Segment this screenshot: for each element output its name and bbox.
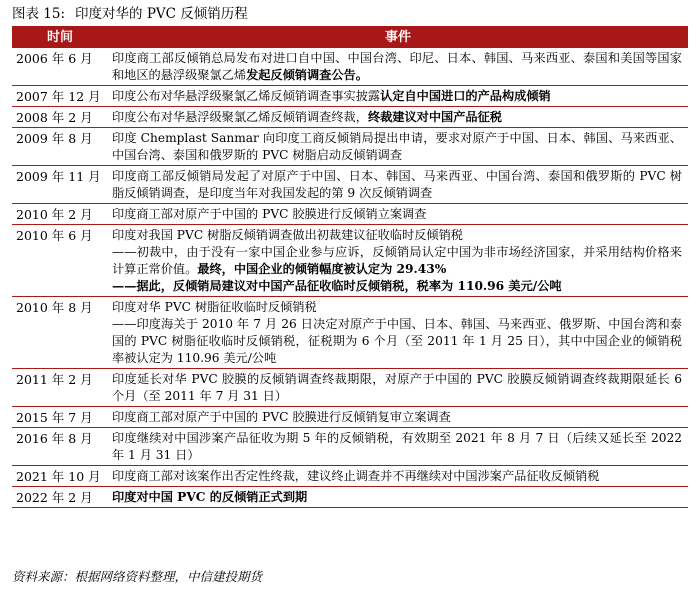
event-text: 印度对华 PVC 树脂征收临时反倾销税 [112,300,317,314]
row-time: 2010 年 8 月 [16,300,93,315]
event-text: 印度继续对中国涉案产品征收为期 5 年的反倾销税，有效期至 2021 年 8 月 7 日（后续又延长至 2022 年 1 月 31 日） [112,431,682,462]
event-text-bold: 终裁建议对中国产品征税 [367,110,502,124]
table-header [12,28,688,48]
row-event [108,487,688,507]
event-text: 印度商工部对原产于中国的 PVC 胶膜进行反倾销复审立案调查 [112,410,451,424]
row-event [108,166,688,203]
table-row [12,86,688,107]
row-event [108,48,688,85]
event-text-bold: ——据此，反倾销局建议对中国产品征收临时反倾销税，税率为 110.96 美元/公吨 [112,279,562,293]
event-text: 印度公布对华悬浮级聚氯乙烯反倾销调查事实披露 [112,89,381,103]
timeline-table [12,26,688,508]
event-text-bold: 印度对中国 PVC 的反倾销正式到期 [112,490,308,504]
row-event [108,428,688,465]
row-time: 2010 年 2 月 [16,207,93,222]
row-time: 2022 年 2 月 [16,490,93,505]
event-text-bold: 认定自中国进口的产品构成倾销 [380,89,551,103]
table-row [12,297,688,369]
figure-label: 图表 15: [12,6,66,22]
row-time: 2010 年 6 月 [16,228,93,243]
row-event [108,407,688,427]
table-row [12,466,688,487]
row-time: 2021 年 10 月 [16,469,101,484]
figure-title [12,4,248,24]
event-text: 印度商工部反倾销总局发布对进口自中国、中国台湾、印尼、日本、韩国、马来西亚、泰国和美国等国家和地区的悬浮级聚氯乙烯 [112,51,682,82]
row-event [108,204,688,224]
table-row [12,225,688,297]
event-text-bold: 发起反倾销调查公告。 [246,68,368,82]
row-event [108,225,688,296]
table-row [12,166,688,204]
event-text: ——印度海关于 2010 年 7 月 26 日决定对原产于中国、日本、韩国、马来西亚、俄罗斯、中国台湾和泰国的 PVC 树脂征收临时反倾销税，征税期为 6 个月（至 2011 年 1 月 25 日），其中中国企业的倾销税率被认定为 110.96 美元/公吨 [112,317,682,365]
event-line [112,316,682,367]
row-event [108,107,688,127]
table-row [12,204,688,225]
event-line [112,227,682,244]
table-row [12,369,688,407]
header-time: 时间 [46,30,73,45]
event-text: 印度商工部对该案作出否定性终裁，建议终止调查并不再继续对中国涉案产品征收反倾销税 [112,469,600,483]
table-row [12,487,688,508]
table-row [12,428,688,466]
event-line [112,299,682,316]
row-event [108,297,688,368]
event-line [112,278,682,295]
figure-title-text: 印度对华的 PVC 反倾销历程 [75,6,248,22]
event-text: 印度商工部反倾销局发起了对原产于中国、日本、韩国、马来西亚、中国台湾、泰国和俄罗斯的 PVC 树脂反倾销调查，是印度当年对我国发起的第 9 次反倾销调查 [112,169,682,200]
event-text: 印度商工部对原产于中国的 PVC 胶膜进行反倾销立案调查 [112,207,427,221]
row-time: 2015 年 7 月 [16,410,93,425]
event-text: 印度公布对华悬浮级聚氯乙烯反倾销调查终裁， [112,110,368,124]
table-body [12,48,688,508]
row-time: 2007 年 12 月 [16,89,101,104]
row-time: 2009 年 8 月 [16,131,93,146]
row-time: 2006 年 6 月 [16,51,93,66]
table-row [12,48,688,86]
event-line [112,244,682,278]
row-event [108,369,688,406]
row-time: 2008 年 2 月 [16,110,93,125]
header-event: 事件 [384,30,411,45]
row-time: 2009 年 11 月 [16,169,101,184]
event-text: ——初裁中，由于没有一家中国企业参与应诉，反倾销局认定中国为非市场经济国家，并采用结构价格来计算正常价值。 [112,245,682,276]
table-row [12,128,688,166]
table-row [12,107,688,128]
row-event [108,466,688,486]
row-event [108,128,688,165]
event-text: 印度对我国 PVC 树脂反倾销调查做出初裁建议征收临时反倾销税 [112,228,463,242]
row-time: 2016 年 8 月 [16,431,93,446]
row-event [108,86,688,106]
event-text: 印度延长对华 PVC 胶膜的反倾销调查终裁期限，对原产于中国的 PVC 胶膜反倾销调查终裁期限延长 6 个月（至 2011 年 7 月 31 日） [112,372,682,403]
source-note: 资料来源：根据网络资料整理，中信建投期货 [12,569,263,584]
row-time: 2011 年 2 月 [16,372,93,387]
event-text: 印度 Chemplast Sanmar 向印度工商反倾销局提出申请，要求对原产于中国、日本、韩国、马来西亚、中国台湾、泰国和俄罗斯的 PVC 树脂启动反倾销调查 [112,131,682,162]
event-text-bold: 最终，中国企业的倾销幅度被认定为 29.43% [197,262,447,276]
table-row [12,407,688,428]
